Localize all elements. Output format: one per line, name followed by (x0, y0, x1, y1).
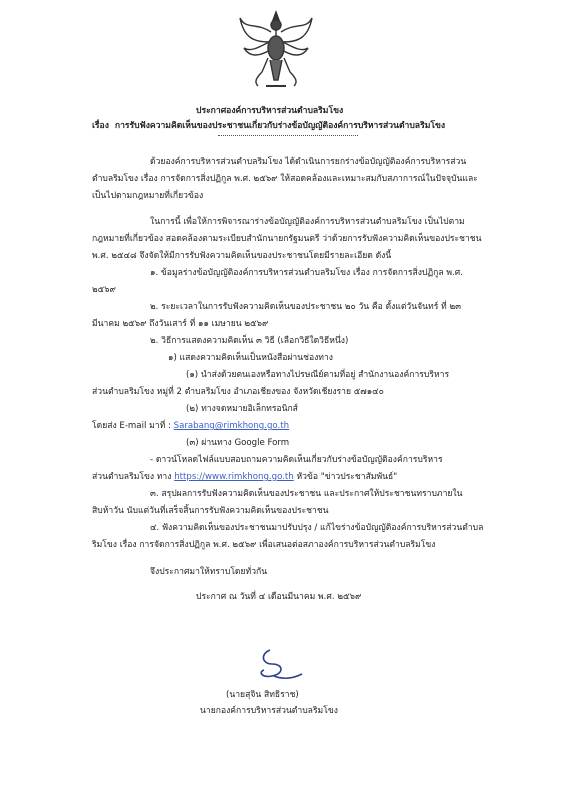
document-subject (92, 121, 445, 132)
google-form-prefix: ส่วนตำบลริมโขง ทาง (92, 472, 175, 482)
paragraph-1-line-3: เป็นไปตามกฎหมายที่เกี่ยวข้อง (92, 191, 204, 201)
paragraph-2-line-2: กฎหมายที่เกี่ยวข้อง สอดคล้องตามระเบียบสำนักนายกรัฐมนตรี ว่าด้วยการรับฟังความคิดเห็นของประชาชน (92, 234, 482, 244)
paragraph-2-line-1: ในการนี้ เพื่อให้การพิจารณาร่างข้อบัญญัติองค์การบริหารส่วนตำบลริมโขง เป็นไปตาม (150, 217, 465, 227)
item-3-option-a3: (๓) ผ่านทาง Google Form (186, 438, 290, 448)
signer-position: นายกองค์การบริหารส่วนตำบลริมโขง (200, 706, 338, 716)
website-link[interactable]: https://www.rimkhong.go.th (174, 472, 294, 482)
item-1-line-2: ๒๕๖๙ (92, 285, 116, 295)
signature-icon (240, 640, 310, 690)
google-form-suffix: หัวข้อ "ข่าวประชาสัมพันธ์" (293, 472, 398, 482)
google-form-line-2 (92, 472, 397, 483)
paragraph-1-line-1: ด้วยองค์การบริหารส่วนตำบลริมโขง ได้ดำเนินการยกร่างข้อบัญญัติองค์การบริหารส่วน (150, 157, 467, 167)
item-4-line-1: ๓. สรุปผลการรับฟังความคิดเห็นของประชาชน และประกาศให้ประชาชนทราบภายใน (150, 489, 463, 499)
email-label: โดยส่ง E-mail มาที่ : (92, 421, 174, 431)
item-2-line-2: มีนาคม ๒๕๖๙ ถึงวันเสาร์ ที่ ๑๑ เมษายน ๒๕๖๙ (92, 319, 269, 329)
item-3-option-a: ๑) แสดงความคิดเห็นเป็นหนังสือผ่านช่องทาง (168, 353, 333, 363)
paragraph-1-line-2: ตำบลริมโขง เรื่อง การจัดการสิ่งปฏิกูล พ.ศ. ๒๕๖๙ ให้สอดคล้องและเหมาะสมกับสภาการณ์ในปัจจุบันและ (92, 174, 478, 184)
item-3-option-a2: (๒) ทางจดหมายอิเล็กทรอนิกส์ (186, 404, 298, 414)
item-2-line-1: ๒. ระยะเวลาในการรับฟังความคิดเห็นของประชาชน ๒๐ วัน คือ ตั้งแต่วันจันทร์ ที่ ๒๓ (150, 302, 461, 312)
item-1-line-1: ๑. ข้อมูลร่างข้อบัญญัติองค์การบริหารส่วนตำบลริมโขง เรื่อง การจัดการสิ่งปฏิกูล พ.ศ. (150, 268, 463, 278)
announcement-date: ประกาศ ณ วันที่ ๔ เดือนมีนาคม พ.ศ. ๒๕๖๙ (196, 592, 362, 602)
closing-text: จึงประกาศมาให้ทราบโดยทั่วกัน (150, 567, 268, 577)
item-5-line-2: ริมโขง เรื่อง การจัดการสิ่งปฏิกูล พ.ศ. ๒๕๖๙ เพื่อเสนอต่อสภาองค์การบริหารส่วนตำบลริมโขง (92, 540, 436, 550)
item-3-option-a1-line-1: (๑) นำส่งด้วยตนเองหรือทางไปรษณีย์ตามที่อยู่ สำนักงานองค์การบริหาร (186, 370, 450, 380)
subject-text: การรับฟังความคิดเห็นของประชาชนเกี่ยวกับร่างข้อบัญญัติองค์การบริหารส่วนตำบลริมโขง (114, 121, 446, 131)
subject-label: เรื่อง (92, 121, 109, 131)
email-line (92, 421, 289, 432)
document-title: ประกาศองค์การบริหารส่วนตำบลริมโขง (196, 106, 344, 116)
title-divider (218, 135, 358, 136)
item-4-line-2: สิบห้าวัน นับแต่วันที่เสร็จสิ้นการรับฟังความคิดเห็นของประชาชน (92, 506, 329, 516)
signer-name: (นายสุจิน สิทธิราช) (226, 690, 299, 700)
item-3-heading: ๒. วิธีการแสดงความคิดเห็น ๓ วิธี (เลือกวิธีใดวิธีหนึ่ง) (150, 336, 349, 346)
garuda-emblem-icon (236, 8, 316, 94)
item-3-option-a1-line-2: ส่วนตำบลริมโขง หมู่ที่ 2 ตำบลริมโขง อำเภอเชียงของ จังหวัดเชียงราย ๕๗๑๔๐ (92, 387, 384, 397)
paragraph-2-line-3: พ.ศ. ๒๕๔๘ จึงจัดให้มีการรับฟังความคิดเห็นของประชาชนโดยมีรายละเอียด ดังนี้ (92, 251, 392, 261)
email-link[interactable]: Sarabang@rimkhong.go.th (173, 421, 290, 431)
item-5-line-1: ๔. ฟังความคิดเห็นของประชาชนมาปรับปรุง / แก้ไขร่างข้อบัญญัติองค์การบริหารส่วนตำบล (150, 523, 484, 533)
google-form-line-1: - ดาวน์โหลดไฟล์แบบสอบถามความคิดเห็นเกี่ยวกับร่างข้อบัญญัติองค์การบริหาร (150, 455, 443, 465)
